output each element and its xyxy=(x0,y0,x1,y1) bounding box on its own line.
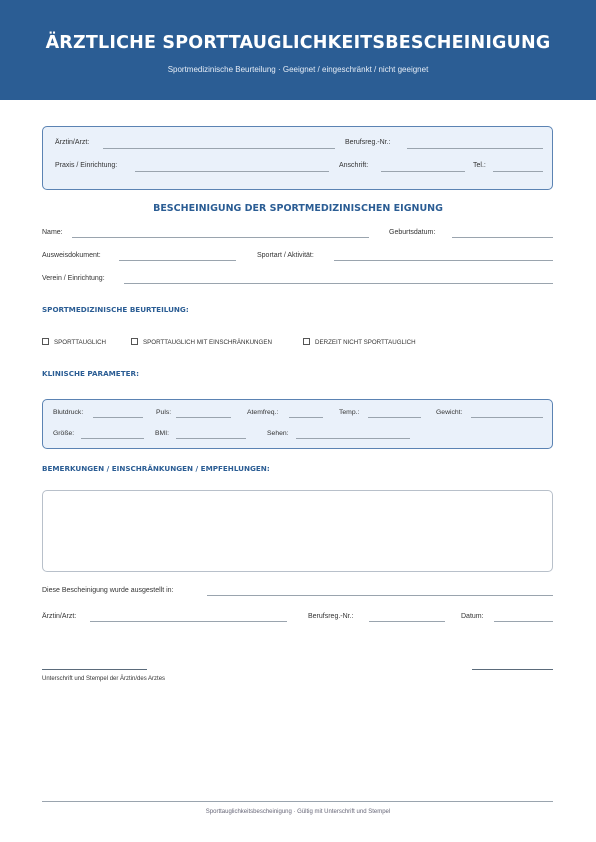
unfit-checkbox[interactable] xyxy=(303,338,310,345)
id-document-label: Ausweisdokument: xyxy=(42,252,101,259)
physician-regno-field[interactable] xyxy=(407,148,543,149)
assessment-heading: SPORTMEDIZINISCHE BEURTEILUNG: xyxy=(42,305,189,314)
weight-field[interactable] xyxy=(471,417,543,418)
practice-label: Praxis / Einrichtung: xyxy=(55,162,118,169)
fit-checkbox[interactable] xyxy=(42,338,49,345)
bmi-field[interactable] xyxy=(176,438,246,439)
bp-field[interactable] xyxy=(93,417,143,418)
footer-text: Sporttauglichkeitsbescheinigung · Gültig mit Unterschrift und Stempel xyxy=(205,809,391,815)
footer-divider xyxy=(42,801,553,802)
issued-in-field[interactable] xyxy=(207,595,553,596)
height-field[interactable] xyxy=(81,438,144,439)
pulse-field[interactable] xyxy=(176,417,231,418)
date-label: Datum: xyxy=(461,613,484,620)
signature-line[interactable] xyxy=(42,669,147,670)
remarks-heading: BEMERKUNGEN / EINSCHRÄNKUNGEN / EMPFEHLUNGEN: xyxy=(42,464,270,473)
vision-field[interactable] xyxy=(296,438,410,439)
issued-in-label: Diese Bescheinigung wurde ausgestellt in: xyxy=(42,587,174,594)
bmi-label: BMI: xyxy=(155,430,169,437)
club-field[interactable] xyxy=(124,283,553,284)
patient-name-field[interactable] xyxy=(72,237,369,238)
patient-name-label: Name: xyxy=(42,229,63,236)
document-title: ÄRZTLICHE SPORTTAUGLICHKEITSBESCHEINIGUNG xyxy=(45,33,551,53)
phone-label: Tel.: xyxy=(473,162,486,169)
restricted-checkbox[interactable] xyxy=(131,338,138,345)
club-label: Verein / Einrichtung: xyxy=(42,275,105,282)
resp-rate-field[interactable] xyxy=(289,417,323,418)
document-subtitle: Sportmedizinische Beurteilung · Geeignet / eingeschränkt / nicht geeignet xyxy=(167,65,429,74)
physician-regno-label: Berufsreg.-Nr.: xyxy=(345,139,391,146)
certificate-title: BESCHEINIGUNG DER SPORTMEDIZINISCHEN EIGNUNG xyxy=(153,203,443,214)
fit-option-label: SPORTTAUGLICH xyxy=(54,339,107,346)
issuing-regno-field[interactable] xyxy=(369,621,445,622)
physician-name-label: Ärztin/Arzt: xyxy=(55,139,90,146)
temp-field[interactable] xyxy=(368,417,421,418)
unfit-option-label: DERZEIT NICHT SPORTTAUGLICH xyxy=(315,339,416,346)
dob-label: Geburtsdatum: xyxy=(389,229,436,236)
restricted-option-label: SPORTTAUGLICH MIT EINSCHRÄNKUNGEN xyxy=(143,339,272,346)
header-banner xyxy=(0,0,596,100)
temp-label: Temp.: xyxy=(339,409,360,416)
dob-field[interactable] xyxy=(452,237,553,238)
issuing-doctor-field[interactable] xyxy=(90,621,287,622)
physician-name-field[interactable] xyxy=(103,148,335,149)
remarks-textarea[interactable] xyxy=(42,490,553,572)
practice-field[interactable] xyxy=(135,171,329,172)
issuing-doctor-label: Ärztin/Arzt: xyxy=(42,613,77,620)
address-label: Anschrift: xyxy=(339,162,369,169)
height-label: Größe: xyxy=(53,430,75,437)
sport-field[interactable] xyxy=(334,260,553,261)
date-field[interactable] xyxy=(494,621,553,622)
clinical-parameters-box xyxy=(42,399,553,449)
vision-label: Sehen: xyxy=(267,430,289,437)
address-field[interactable] xyxy=(381,171,465,172)
signature-caption: Unterschrift und Stempel der Ärztin/des Arztes xyxy=(42,676,166,682)
weight-label: Gewicht: xyxy=(436,409,463,416)
id-document-field[interactable] xyxy=(119,260,236,261)
stamp-line[interactable] xyxy=(472,669,553,670)
resp-rate-label: Atemfreq.: xyxy=(247,409,279,416)
issuing-regno-label: Berufsreg.-Nr.: xyxy=(308,613,354,620)
clinical-heading: KLINISCHE PARAMETER: xyxy=(42,369,139,378)
pulse-label: Puls: xyxy=(156,409,172,416)
bp-label: Blutdruck: xyxy=(53,409,84,416)
physician-info-box xyxy=(42,126,553,190)
sport-label: Sportart / Aktivität: xyxy=(257,252,314,259)
phone-field[interactable] xyxy=(493,171,543,172)
